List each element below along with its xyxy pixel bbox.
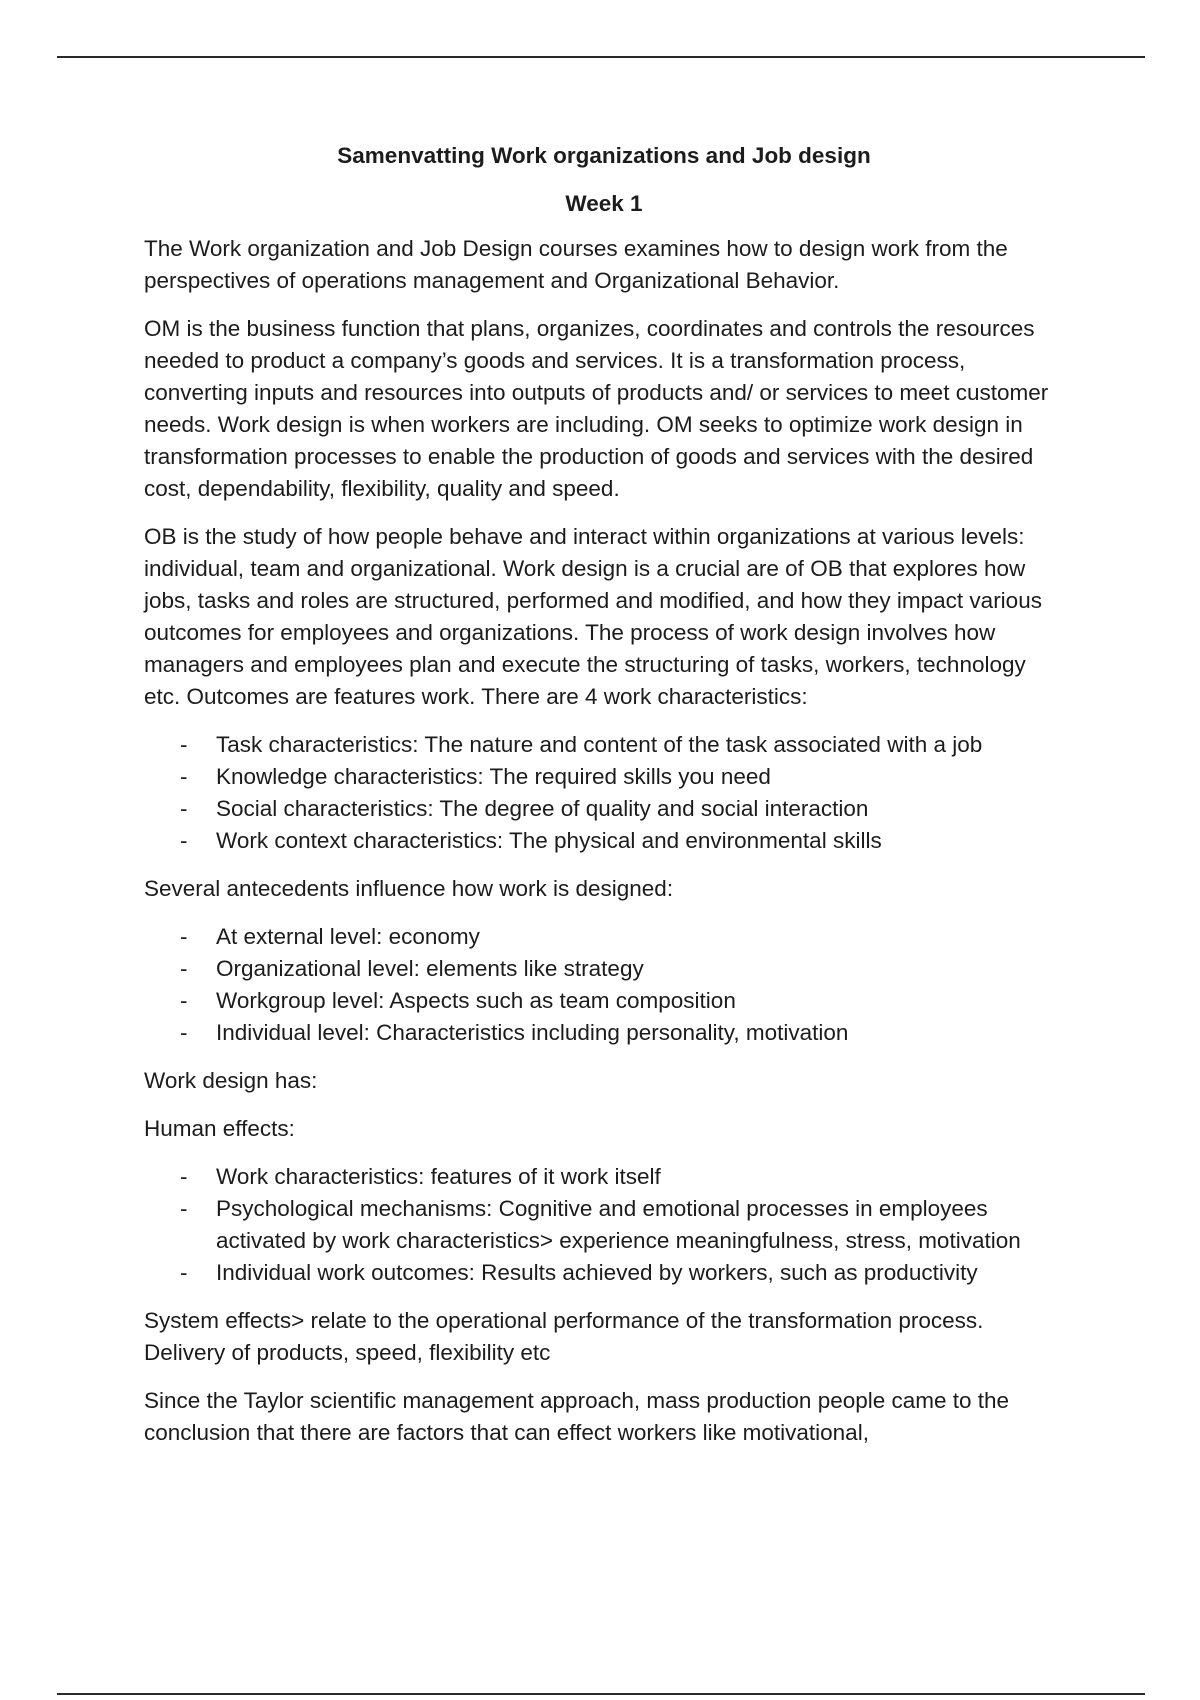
list-bullet: - — [180, 1196, 188, 1221]
work-design-has: Work design has: — [144, 1068, 318, 1093]
list-item-text: Organizational level: elements like strategy — [216, 956, 644, 981]
list-item — [180, 1017, 1064, 1049]
list-item-text: Knowledge characteristics: The required skills you need — [216, 764, 771, 789]
list-item — [180, 825, 1064, 857]
antecedents-intro: Several antecedents influence how work is designed: — [144, 876, 674, 901]
list-item — [180, 729, 1064, 761]
list-item — [180, 953, 1064, 985]
list-item-text: Individual work outcomes: Results achieved by workers, such as productivity — [216, 1260, 978, 1285]
list-item — [180, 921, 1064, 953]
document-subtitle: Week 1 — [565, 191, 643, 216]
work-characteristics-list — [144, 729, 1064, 857]
antecedents-list — [144, 921, 1064, 1049]
list-item — [180, 1257, 1064, 1289]
header-rule — [57, 56, 1145, 58]
list-item-text: Individual level: Characteristics including personality, motivation — [216, 1020, 849, 1045]
taylor-paragraph: Since the Taylor scientific management approach, mass production people came to the conclusion that there are factors that can effect workers like motivational, — [144, 1388, 1010, 1445]
list-item — [180, 793, 1064, 825]
list-item-text: Workgroup level: Aspects such as team composition — [216, 988, 736, 1013]
intro-paragraph: The Work organization and Job Design courses examines how to design work from the perspectives of operations management and Organizational Behavior. — [144, 236, 1008, 293]
list-item — [180, 1161, 1064, 1193]
ob-paragraph: OB is the study of how people behave and interact within organizations at various levels: individual, team and organizational. Work design is a crucial are of OB that explores how jobs, tasks and roles are structured, performed and modified, and how they impact various outcomes for employees and organizations. The process of work design involves how managers and employees plan and execute the structuring of tasks, workers, technology etc. Outcomes are features work. There are 4 work characteristics: — [144, 524, 1042, 709]
list-item — [180, 985, 1064, 1017]
list-bullet: - — [180, 764, 188, 789]
list-item-text: Task characteristics: The nature and content of the task associated with a job — [216, 732, 983, 757]
list-bullet: - — [180, 924, 188, 949]
system-effects-paragraph: System effects> relate to the operational performance of the transformation process. Delivery of products, speed, flexibility etc — [144, 1308, 984, 1365]
list-item-text: Social characteristics: The degree of quality and social interaction — [216, 796, 869, 821]
list-bullet: - — [180, 1164, 188, 1189]
list-item — [180, 1193, 1064, 1257]
document-title: Samenvatting Work organizations and Job design — [337, 143, 871, 168]
footer-rule — [57, 1693, 1145, 1695]
list-bullet: - — [180, 988, 188, 1013]
document-body — [144, 140, 1064, 1465]
list-item-text: Work characteristics: features of it work itself — [216, 1164, 661, 1189]
list-bullet: - — [180, 956, 188, 981]
list-bullet: - — [180, 796, 188, 821]
human-effects-intro: Human effects: — [144, 1116, 295, 1141]
list-item — [180, 761, 1064, 793]
list-bullet: - — [180, 1020, 188, 1045]
list-item-text: Psychological mechanisms: Cognitive and emotional processes in employees activated by work characteristics> experience meaningfulness, stress, motivation — [216, 1196, 1021, 1253]
list-bullet: - — [180, 732, 188, 757]
human-effects-list — [144, 1161, 1064, 1289]
list-item-text: Work context characteristics: The physical and environmental skills — [216, 828, 882, 853]
om-paragraph: OM is the business function that plans, organizes, coordinates and controls the resources needed to product a company’s goods and services. It is a transformation process, converting inputs and resources into outputs of products and/ or services to meet customer needs. Work design is when workers are including. OM seeks to optimize work design in transformation processes to enable the production of goods and services with the desired cost, dependability, flexibility, quality and speed. — [144, 316, 1049, 501]
list-bullet: - — [180, 828, 188, 853]
list-item-text: At external level: economy — [216, 924, 480, 949]
list-bullet: - — [180, 1260, 188, 1285]
